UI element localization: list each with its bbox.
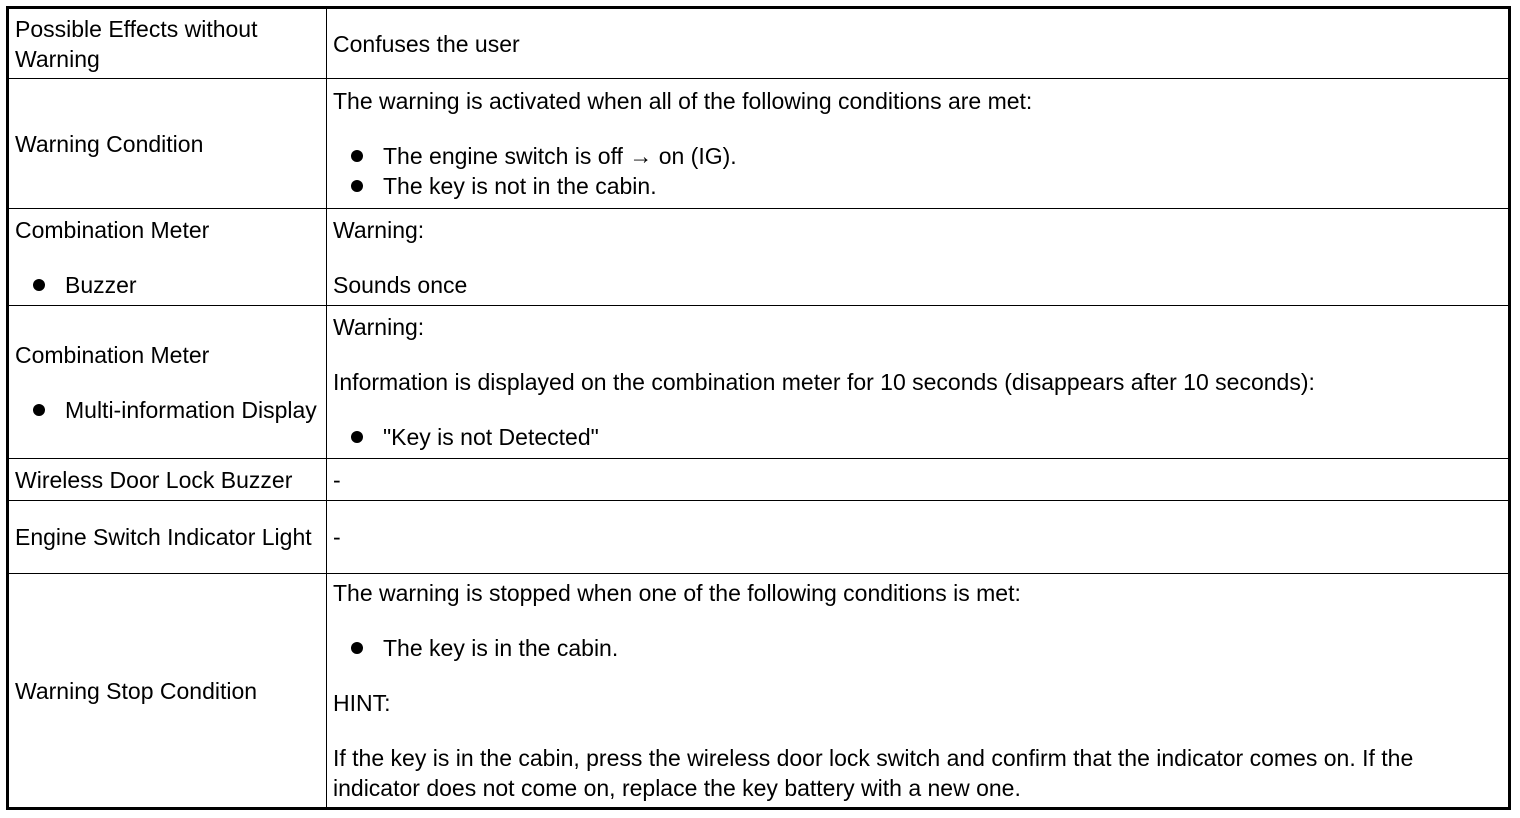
table-row (8, 306, 1510, 459)
list-item-text: Multi-information Display (65, 396, 317, 423)
row-value: Information is displayed on the combination meter for 10 seconds (disappears after 10 seconds): (333, 369, 1315, 395)
table-row (8, 209, 1510, 306)
bullet-icon (33, 279, 45, 291)
row-value-cell (327, 79, 1510, 209)
row-value-cell (327, 8, 1510, 79)
row-label-cell (8, 8, 327, 79)
list-item (15, 395, 320, 425)
list-item (333, 633, 1502, 663)
stop-condition-list (333, 633, 1502, 663)
row-label: Engine Switch Indicator Light (15, 524, 312, 550)
label-sub-list (15, 270, 320, 300)
row-label-cell (8, 306, 327, 459)
row-label: Wireless Door Lock Buzzer (15, 466, 293, 493)
list-item-text: The key is not in the cabin. (383, 173, 657, 199)
bullet-icon (351, 150, 363, 162)
row-value-cell (327, 501, 1510, 574)
bullet-icon (351, 642, 363, 654)
row-label-cell (8, 574, 327, 809)
bullet-icon (33, 404, 45, 416)
warning-heading: Warning: (333, 314, 425, 340)
table-row (8, 501, 1510, 574)
table-row (8, 8, 1510, 79)
row-label-cell (8, 209, 327, 306)
row-value: - (333, 524, 341, 550)
table-row (8, 574, 1510, 809)
row-value-cell (327, 459, 1510, 501)
warning-spec-table (6, 6, 1511, 810)
list-item-text: The key is in the cabin. (383, 635, 619, 661)
row-value-cell (327, 209, 1510, 306)
row-value-cell (327, 574, 1510, 809)
row-label: Warning Condition (15, 130, 204, 157)
condition-intro: The warning is activated when all of the following conditions are met: (333, 88, 1033, 114)
list-item (333, 422, 1502, 452)
row-value: Confuses the user (333, 30, 520, 57)
row-value: Sounds once (333, 271, 468, 298)
list-item-text: "Key is not Detected" (383, 424, 599, 450)
bullet-icon (351, 431, 363, 443)
row-label: Possible Effects without Warning (15, 15, 258, 72)
label-sub-list (15, 395, 320, 425)
row-value: - (333, 466, 341, 493)
row-label-cell (8, 79, 327, 209)
table-row (8, 79, 1510, 209)
table-row (8, 459, 1510, 501)
row-label: Warning Stop Condition (15, 677, 258, 704)
row-label: Combination Meter (15, 216, 210, 243)
condition-list (333, 141, 1502, 201)
bullet-icon (351, 180, 363, 192)
stop-condition-intro: The warning is stopped when one of the following conditions is met: (333, 580, 1021, 606)
list-item-text: Buzzer (65, 271, 137, 298)
warning-heading: Warning: (333, 216, 425, 243)
list-item-text: The engine switch is off → on (IG). (383, 143, 737, 169)
message-list (333, 422, 1502, 452)
row-label-cell (8, 459, 327, 501)
row-label-cell (8, 501, 327, 574)
row-label: Combination Meter (15, 341, 210, 368)
hint-text: If the key is in the cabin, press the wireless door lock switch and confirm that the indicator comes on. If the indicator does not come on, replace the key battery with a new one. (333, 745, 1414, 801)
list-item (333, 141, 1502, 171)
hint-label: HINT: (333, 690, 391, 716)
list-item (15, 270, 320, 300)
row-value-cell (327, 306, 1510, 459)
list-item (333, 171, 1502, 201)
